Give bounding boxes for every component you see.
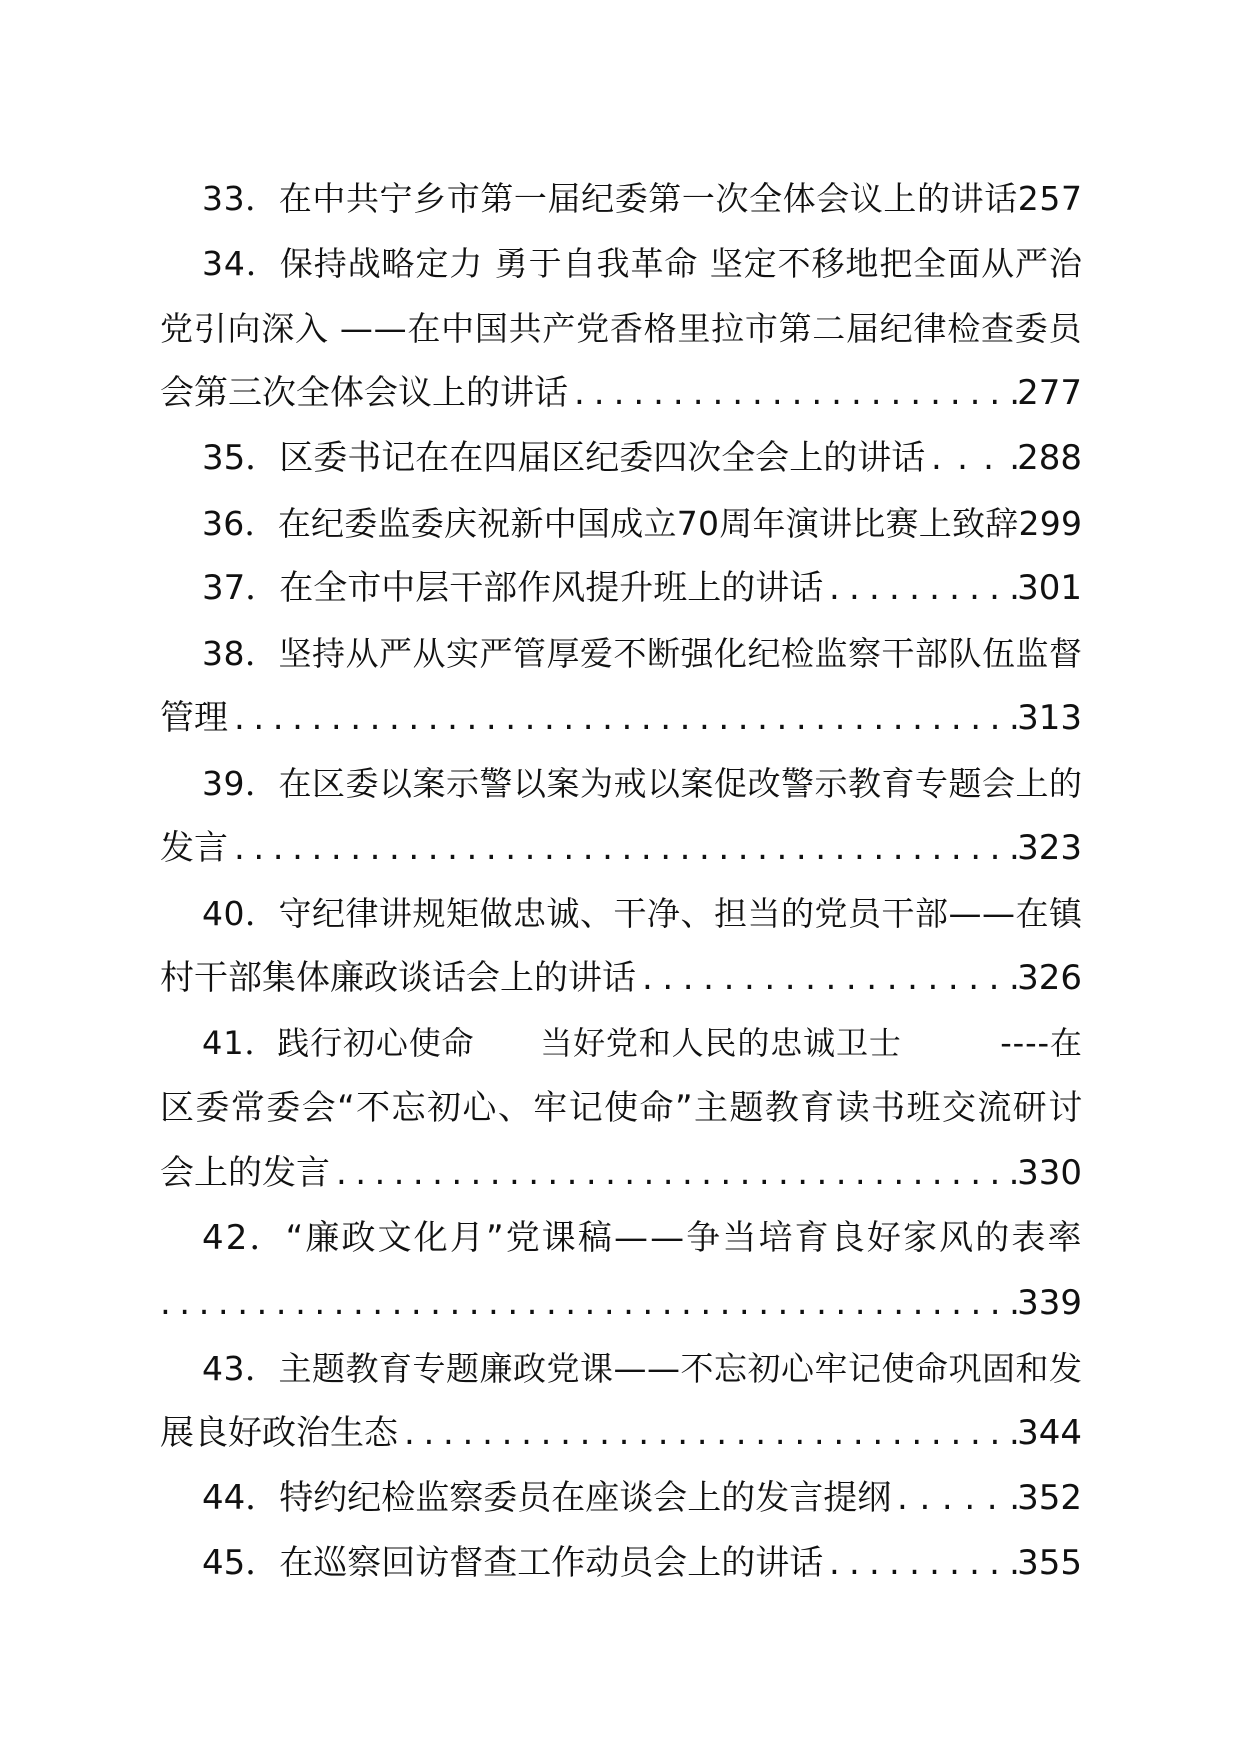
toc-entry-34-cont[interactable] <box>160 296 1082 361</box>
toc-entry-43[interactable] <box>160 1336 1082 1401</box>
toc-entry-40[interactable] <box>160 881 1082 946</box>
page-number: 288 <box>1017 438 1082 478</box>
toc-entry-41[interactable] <box>160 1011 1082 1076</box>
toc-entry-45[interactable] <box>160 1531 1082 1596</box>
toc-entry-text: 37．在全市中层干部作风提升班上的讲话 <box>202 568 824 608</box>
toc-entry-43-cont[interactable] <box>160 1401 1082 1466</box>
toc-entry-text: 发言 <box>160 828 228 868</box>
toc-entry-41-cont[interactable] <box>160 1141 1082 1206</box>
toc-entry-34-cont[interactable] <box>160 361 1082 426</box>
dot-leader: . . . . . . . . . . . . . . . . . . . . . . . . . . . . . . . . <box>404 1413 1020 1453</box>
page-number: 301 <box>1017 568 1082 608</box>
page-number: 352 <box>1017 1478 1082 1518</box>
page-number: 326 <box>1017 958 1082 998</box>
toc-entry-41-cont[interactable] <box>160 1076 1082 1141</box>
page-number: 277 <box>1017 373 1082 413</box>
toc-entry-33[interactable] <box>160 166 1082 231</box>
dot-leader: . . . . . . . . . . . . . . . . . . . . . . . . . . . . . . . . . . . . <box>336 1153 1020 1193</box>
toc-entry-text: 42．“廉政文化月”党课稿——争当培育良好家风的表率 <box>202 1218 1084 1258</box>
page-number: 330 <box>1017 1153 1082 1193</box>
page-number: 339 <box>1017 1283 1082 1323</box>
toc-entry-38[interactable] <box>160 621 1082 686</box>
toc-entry-text: 44．特约纪检监察委员在座谈会上的发言提纲 <box>202 1478 892 1518</box>
dot-leader: . . . . . . . . . . . . . . . . . . . . . . . <box>574 373 1020 413</box>
page-number: 344 <box>1017 1413 1082 1453</box>
dot-leader: . . . . . . . . . . . . . . . . . . . <box>642 958 1020 998</box>
dot-leader: . . . . . . . . . . <box>829 1543 1020 1583</box>
toc-entry-44[interactable] <box>160 1466 1082 1531</box>
toc-entry-text: 会上的发言 <box>160 1153 330 1193</box>
toc-entry-text: 40．守纪律讲规矩做忠诚、干净、担当的党员干部——在镇 <box>202 894 1083 933</box>
toc-entry-37[interactable] <box>160 556 1082 621</box>
toc-entry-text: 村干部集体廉政谈话会上的讲话 <box>160 958 636 998</box>
toc-entry-36[interactable] <box>160 491 1082 556</box>
toc-entry-text: 区委常委会“不忘初心、牢记使命”主题教育读书班交流研讨 <box>160 1088 1084 1128</box>
toc-entry-text: 36．在纪委监委庆祝新中国成立70周年演讲比赛上致辞299 <box>202 504 1083 543</box>
toc-entry-text: 35．区委书记在在四届区纪委四次全会上的讲话 <box>202 438 926 478</box>
toc-entry-text: 39．在区委以案示警以案为戒以案促改警示教育专题会上的 <box>202 764 1083 803</box>
dot-leader: . . . . . . . . . . . . . . . . . . . . . . . . . . . . . . . . . . . . . . . . . <box>234 828 1020 868</box>
toc-entry-34[interactable] <box>160 231 1082 296</box>
toc-entry-39-cont[interactable] <box>160 816 1082 881</box>
toc-entry-42[interactable] <box>160 1206 1082 1271</box>
toc-entry-42-cont[interactable] <box>160 1271 1082 1336</box>
page-number: 323 <box>1017 828 1082 868</box>
toc-entry-38-cont[interactable] <box>160 686 1082 751</box>
dot-leader: . . . . . . <box>897 1478 1020 1518</box>
toc-entry-35[interactable] <box>160 426 1082 491</box>
dot-leader: . . . . . . . . . . . . . . . . . . . . . . . . . . . . . . . . . . . . . . . . . . . . . <box>160 1283 1020 1323</box>
toc-entry-text: 会第三次全体会议上的讲话 <box>160 373 568 413</box>
toc-entry-text: 33．在中共宁乡市第一届纪委第一次全体会议上的讲话257 <box>202 179 1083 218</box>
toc-entry-40-cont[interactable] <box>160 946 1082 1011</box>
toc-entry-text: 展良好政治生态 <box>160 1413 398 1453</box>
toc-entry-text: 45．在巡察回访督查工作动员会上的讲话 <box>202 1543 824 1583</box>
toc-entry-text: 管理 <box>160 698 228 738</box>
toc-entry-text: 党引向深入 ——在中国共产党香格里拉市第二届纪律检查委员 <box>160 309 1083 348</box>
toc-entry-text: 34．保持战略定力 勇于自我革命 坚定不移地把全面从严治 <box>202 244 1083 283</box>
toc-entry-text: 41．践行初心使命 当好党和人民的忠诚卫士 ----在 <box>202 1024 1083 1062</box>
toc-entry-39[interactable] <box>160 751 1082 816</box>
page-number: 313 <box>1017 698 1082 738</box>
dot-leader: . . . . . . . . . . <box>829 568 1020 608</box>
toc-entry-text: 43．主题教育专题廉政党课——不忘初心牢记使命巩固和发 <box>202 1349 1083 1388</box>
dot-leader: . . . . . . . . . . . . . . . . . . . . . . . . . . . . . . . . . . . . . . . . . <box>234 698 1020 738</box>
page-number: 355 <box>1017 1543 1082 1583</box>
toc-entry-text: 38．坚持从严从实严管厚爱不断强化纪检监察干部队伍监督 <box>202 634 1083 673</box>
table-of-contents <box>160 166 1082 1596</box>
dot-leader: . . . . <box>931 438 1020 478</box>
